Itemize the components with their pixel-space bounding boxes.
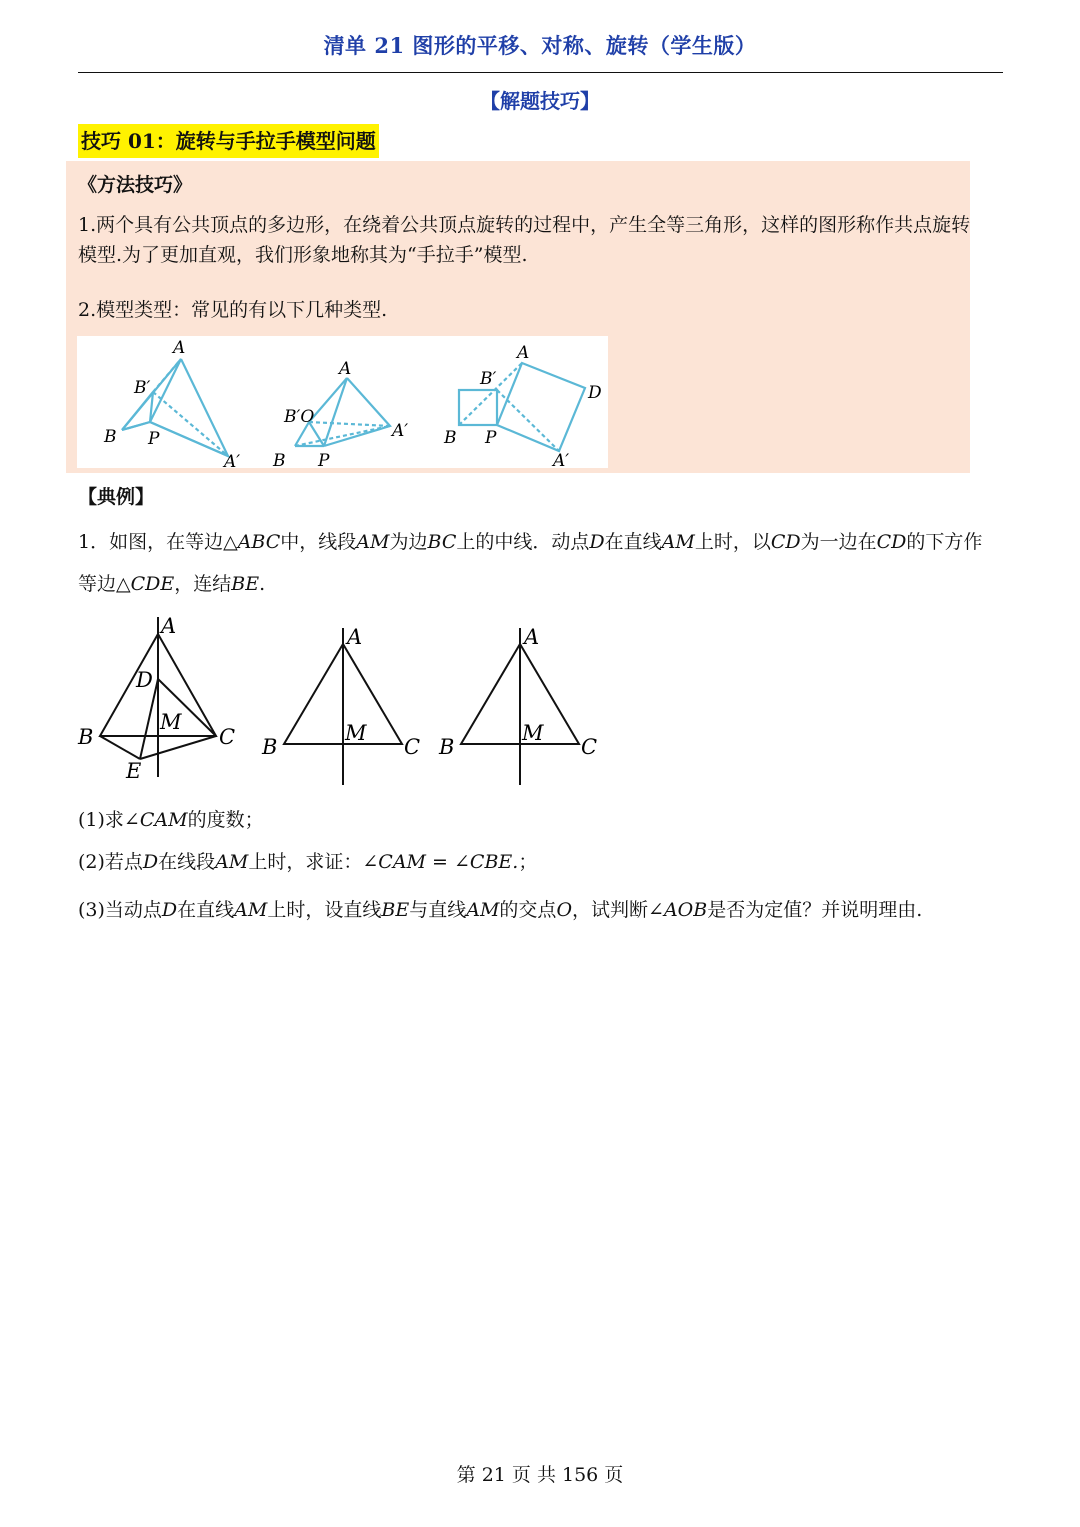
ex1-label-m: M [160, 710, 182, 734]
fig1-label-a: A [173, 338, 186, 358]
ex1-label-b: B [78, 725, 94, 749]
ex3-label-a: A [524, 625, 540, 649]
example-figure-1 [100, 617, 216, 777]
page-header-title: 清单 21 图形的平移、对称、旋转（学生版） [323, 33, 757, 58]
fig3-label-b: B [444, 428, 457, 448]
ex1-label-e: E [126, 759, 142, 783]
ex2-label-b: B [262, 735, 278, 759]
question-2: (2)若点D在线段AM上时，求证：∠CAM = ∠CBE.； [78, 851, 538, 873]
fig3-label-a: A [517, 343, 530, 363]
example-figure-3 [461, 628, 579, 785]
ex3-label-m: M [522, 721, 544, 745]
question-3: (3)当动点D在直线AM上时，设直线BE与直线AM的交点O，试判断∠AOB是否为定值？并说明理由. [78, 899, 923, 921]
ex2-label-m: M [345, 721, 367, 745]
example-label: 【典例】 [78, 486, 155, 508]
fig2-label-a-prime: A′ [392, 421, 409, 441]
question-1: (1)求∠CAM的度数； [78, 809, 264, 831]
example-figures [70, 612, 630, 792]
method-label: 《方法技巧》 [78, 174, 193, 196]
page-footer: 第 21 页 共 156 页 [456, 1464, 624, 1486]
fig3-label-a-prime: A′ [553, 451, 570, 468]
model-figure-3 [459, 363, 585, 451]
example-figure-2 [284, 628, 402, 785]
fig2-label-b-prime-o: B′O [284, 407, 315, 427]
fig1-label-a-prime: A′ [224, 452, 241, 468]
example-question: 1．如图，在等边△ABC中，线段AM为边BC上的中线．动点D在直线AM上时，以CD为一边在CD的下方作等边△CDE，连结BE. [78, 531, 983, 595]
fig1-label-b: B [104, 427, 117, 447]
model-figure-1 [122, 359, 228, 456]
model-type-diagrams [77, 336, 608, 468]
fig3-label-d: D [588, 383, 602, 403]
fig1-label-p: P [148, 429, 160, 449]
ex1-label-c: C [219, 725, 236, 749]
method-paragraph-2: 2.模型类型：常见的有以下几种类型. [78, 299, 388, 321]
ex3-label-c: C [581, 735, 598, 759]
ex1-label-a: A [161, 614, 177, 638]
ex1-label-d: D [136, 668, 153, 692]
method-paragraph-1: 1.两个具有公共顶点的多边形，在绕着公共顶点旋转的过程中，产生全等三角形，这样的图形称作共点旋转模型.为了更加直观，我们形象地称其为“手拉手”模型. [78, 214, 971, 266]
fig3-label-p: P [485, 428, 497, 448]
fig1-label-b-prime: B′ [134, 378, 151, 398]
fig2-label-p: P [318, 451, 330, 468]
fig2-label-b: B [273, 451, 286, 468]
fig3-label-b-prime: B′ [480, 369, 497, 389]
ex2-label-c: C [404, 735, 421, 759]
section-title: 【解题技巧】 [480, 89, 600, 113]
model-diagrams-svg [77, 336, 608, 468]
fig2-label-a: A [339, 359, 352, 379]
header-divider [78, 72, 1003, 73]
ex2-label-a: A [347, 625, 363, 649]
ex3-label-b: B [439, 735, 455, 759]
tip-heading: 技巧 01：旋转与手拉手模型问题 [78, 124, 379, 158]
